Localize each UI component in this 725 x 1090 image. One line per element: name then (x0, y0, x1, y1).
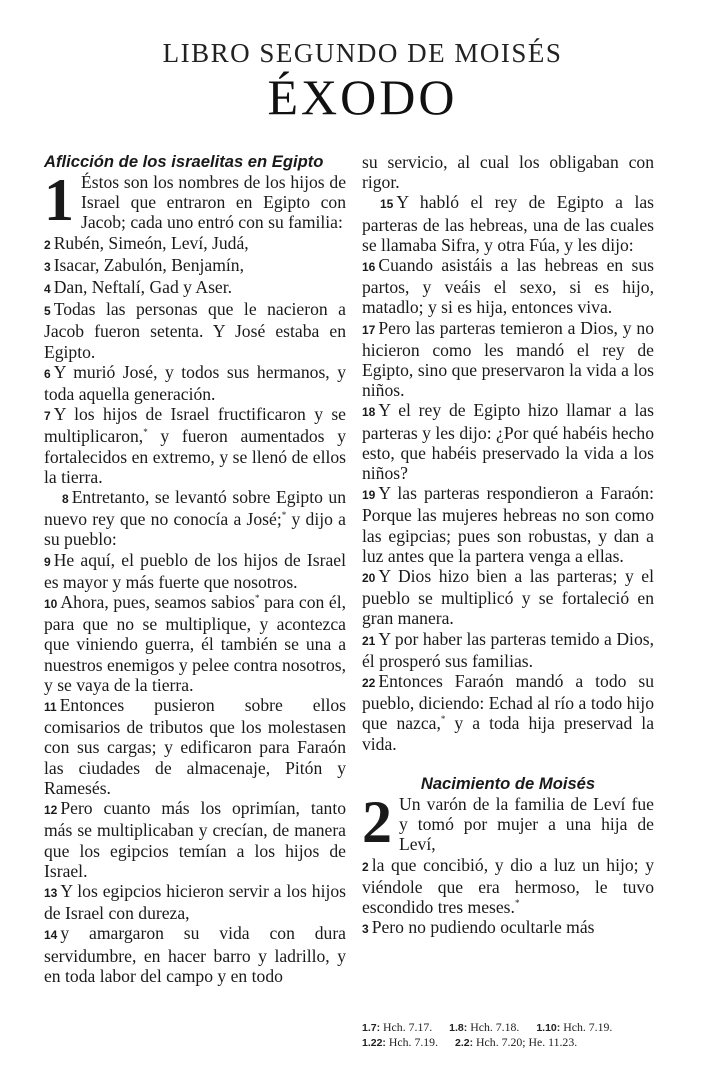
verse-text: Y por haber las parteras temido a Dios, él prosperó sus familias. (362, 628, 654, 671)
verse-15 (362, 192, 654, 255)
verse-number: 14 (44, 928, 58, 943)
verse-text: Pero cuanto más los oprimían, tanto más se multiplicaban y crecían, de manera que los egipcios temían a los hijos de Israel. (44, 798, 346, 881)
cross-reference-mark[interactable]: * (143, 427, 148, 438)
verse-number: 16 (362, 260, 376, 275)
verse-text: Y Dios hizo bien a las parteras; y el pueblo se multiplicó y se fortaleció en gran manera. (362, 566, 654, 629)
verse-8 (44, 487, 346, 550)
verse-number: 3 (44, 259, 51, 274)
verse-number: 17 (362, 322, 376, 337)
verse-number: 9 (44, 554, 51, 569)
verse-text: Y murió José, y todos sus hermanos, y toda aquella generación. (44, 361, 346, 405)
verse-20 (362, 566, 654, 629)
verse-text: y a toda hija preservad la vida. (362, 713, 655, 754)
verse-text: Y los egipcios hicieron servir a los hijos de Israel con dureza, (44, 880, 346, 924)
verse-text: Dan, Neftalí, Gad y Aser. (53, 277, 233, 298)
chapter-number: 2 (362, 788, 392, 855)
verse-number: 11 (44, 700, 57, 715)
footnote-key[interactable]: 2.2: (455, 1037, 474, 1049)
verse-number: 6 (44, 366, 51, 381)
right-column (362, 152, 654, 939)
verse-number: 5 (44, 304, 51, 319)
verse-text: Entonces pusieron sobre ellos comisarios de tributos que los molestasen con sus cargas; y edificaron para Faraón las ciudades de almacenaje, Pitón y Ramesés. (44, 695, 346, 798)
verse-number: 2 (362, 859, 369, 874)
verse-1 (44, 167, 346, 233)
verse-text: Y las parteras respondieron a Faraón: Porque las mujeres hebreas no son como las egipcias; pues son robustas, y dan a luz antes que la partera venga a ellas. (362, 483, 654, 566)
verse-10 (44, 592, 346, 695)
chapter-number: 1 (44, 167, 74, 233)
verse-text: He aquí, el pueblo de los hijos de Israel es mayor y más fuerte que nosotros. (44, 549, 346, 592)
cross-reference-mark[interactable]: * (514, 898, 520, 909)
verse-text: Entonces Faraón mandó a todo su pueblo, diciendo: Echad al río a todo hijo que nazca, (362, 671, 654, 734)
book-subtitle: LIBRO SEGUNDO DE MOISÉS (162, 38, 563, 68)
verse-22 (362, 671, 654, 754)
verse-7 (44, 404, 346, 487)
verse-text: Pero no pudiendo ocultarle más (371, 917, 595, 938)
verse-number: 3 (362, 922, 369, 937)
verse-text: su servicio, al cual los obligaban con rigor. (362, 152, 654, 193)
verse-6 (44, 362, 346, 404)
verse-text: la que concibió, y dio a luz un hijo; y viéndole que era hermoso, le tuvo escondido tres meses. (362, 854, 654, 917)
verse-text: Un varón de la familia de Leví fue y tomó por mujer a una hija de Leví, (399, 793, 654, 855)
verse-text: y fueron aumentados y fortalecidos en extremo, y se llenó de ellos la tierra. (44, 426, 346, 487)
verse-text: Isacar, Zabulón, Benjamín, (53, 254, 245, 275)
verse-text: Todas las personas que le nacieron a Jacob fueron setenta. Y José estaba en Egipto. (44, 299, 346, 362)
verse-number: 4 (44, 282, 51, 297)
verse-text: Entretanto, se levantó sobre Egipto un nuevo rey que no conocía a José; (44, 487, 346, 530)
verse-number: 19 (362, 488, 376, 503)
verse-text: para con él, para que no se multiplique, y acontezca que viniendo guerra, él también se una a nuestros enemigos y pelee contra nosotros, y se vaya de la tierra. (44, 592, 346, 695)
verse-19 (362, 483, 654, 566)
verse-5 (44, 299, 346, 362)
verse-number: 10 (44, 597, 58, 612)
verse-number: 15 (380, 197, 394, 212)
verse-number: 8 (62, 492, 69, 507)
footnote-key[interactable]: 1.10: (536, 1022, 561, 1034)
footnote-key[interactable]: 1.8: (449, 1022, 468, 1034)
verse-text: Y habló el rey de Egipto a las parteras de las hebreas, una de las cuales se llamaba Sifra, y otra Fúa, y les dijo: (362, 192, 654, 255)
verse-text: Y el rey de Egipto hizo llamar a las parteras y les dijo: ¿Por qué habéis hecho esto, que habéis preservado la vida a los niños? (362, 400, 654, 484)
verse-number: 12 (44, 803, 58, 818)
verse-12 (44, 798, 346, 881)
footnote-text: Hch. 7.18. (467, 1020, 520, 1034)
page-header (0, 38, 725, 123)
verse-text: Éstos son los nombres de los hijos de Israel que entraron en Egipto con Jacob; cada uno entró con su familia: (81, 172, 346, 233)
verse-number: 7 (44, 409, 51, 424)
cross-reference-mark[interactable]: * (440, 714, 446, 725)
cross-reference-mark[interactable]: * (281, 510, 287, 521)
footnote-text: Hch. 7.19. (385, 1035, 439, 1049)
footnote-text: Hch. 7.20; He. 11.23. (473, 1035, 578, 1049)
verse-14-continued (362, 152, 654, 192)
footnote-key[interactable]: 1.22: (362, 1037, 386, 1049)
chapter-2-verse-2 (362, 855, 654, 918)
verse-4 (44, 277, 346, 299)
verse-text: y amargaron su vida con dura servidumbre, en hacer barro y ladrillo, y en toda labor del campo y en todo (44, 923, 346, 986)
verse-text: Rubén, Simeón, Leví, Judá, (53, 232, 249, 253)
verse-18 (362, 400, 654, 483)
verse-number: 20 (362, 571, 376, 586)
verse-text: Cuando asistáis a las hebreas en sus partos, y veáis el sexo, si es hijo, matadlo; y si es hija, entonces viva. (362, 255, 654, 318)
verse-number: 21 (362, 633, 376, 648)
section-heading: Nacimiento de Moisés (420, 773, 596, 793)
verse-text: Y los hijos de Israel fructificaron y se multiplicaron, (44, 404, 346, 447)
verse-text: Ahora, pues, seamos sabios (60, 592, 255, 613)
verse-number: 13 (44, 885, 58, 900)
section-heading: Aflicción de los israelitas en Egipto (44, 152, 324, 171)
verse-14 (44, 923, 346, 986)
verse-13 (44, 881, 346, 923)
cross-reference-mark[interactable]: * (254, 593, 260, 604)
footnotes (362, 1020, 654, 1050)
footnote-text: Hch. 7.17. (380, 1020, 433, 1034)
chapter-2-verse-1 (362, 788, 654, 855)
footnote-key[interactable]: 1.7: (362, 1022, 381, 1034)
book-title: ÉXODO (267, 69, 458, 125)
verse-9 (44, 550, 346, 592)
left-column (44, 152, 346, 986)
verse-number: 2 (44, 237, 51, 252)
verse-3 (44, 255, 346, 277)
verse-21 (362, 629, 654, 671)
verse-2 (44, 233, 346, 255)
footnote-text: Hch. 7.19. (560, 1020, 613, 1034)
verse-number: 22 (362, 676, 376, 691)
verse-11 (44, 695, 346, 798)
verse-17 (362, 318, 654, 401)
verse-number: 18 (362, 405, 376, 420)
footnote-line (362, 1035, 654, 1050)
verse-text: Pero las parteras temieron a Dios, y no hicieron como les mandó el rey de Egipto, sino que preservaron la vida a los niños. (362, 317, 654, 401)
chapter-2-verse-3 (362, 917, 654, 939)
verse-text: y dijo a su pueblo: (44, 509, 346, 550)
verse-16 (362, 255, 654, 318)
footnote-line (362, 1020, 654, 1035)
